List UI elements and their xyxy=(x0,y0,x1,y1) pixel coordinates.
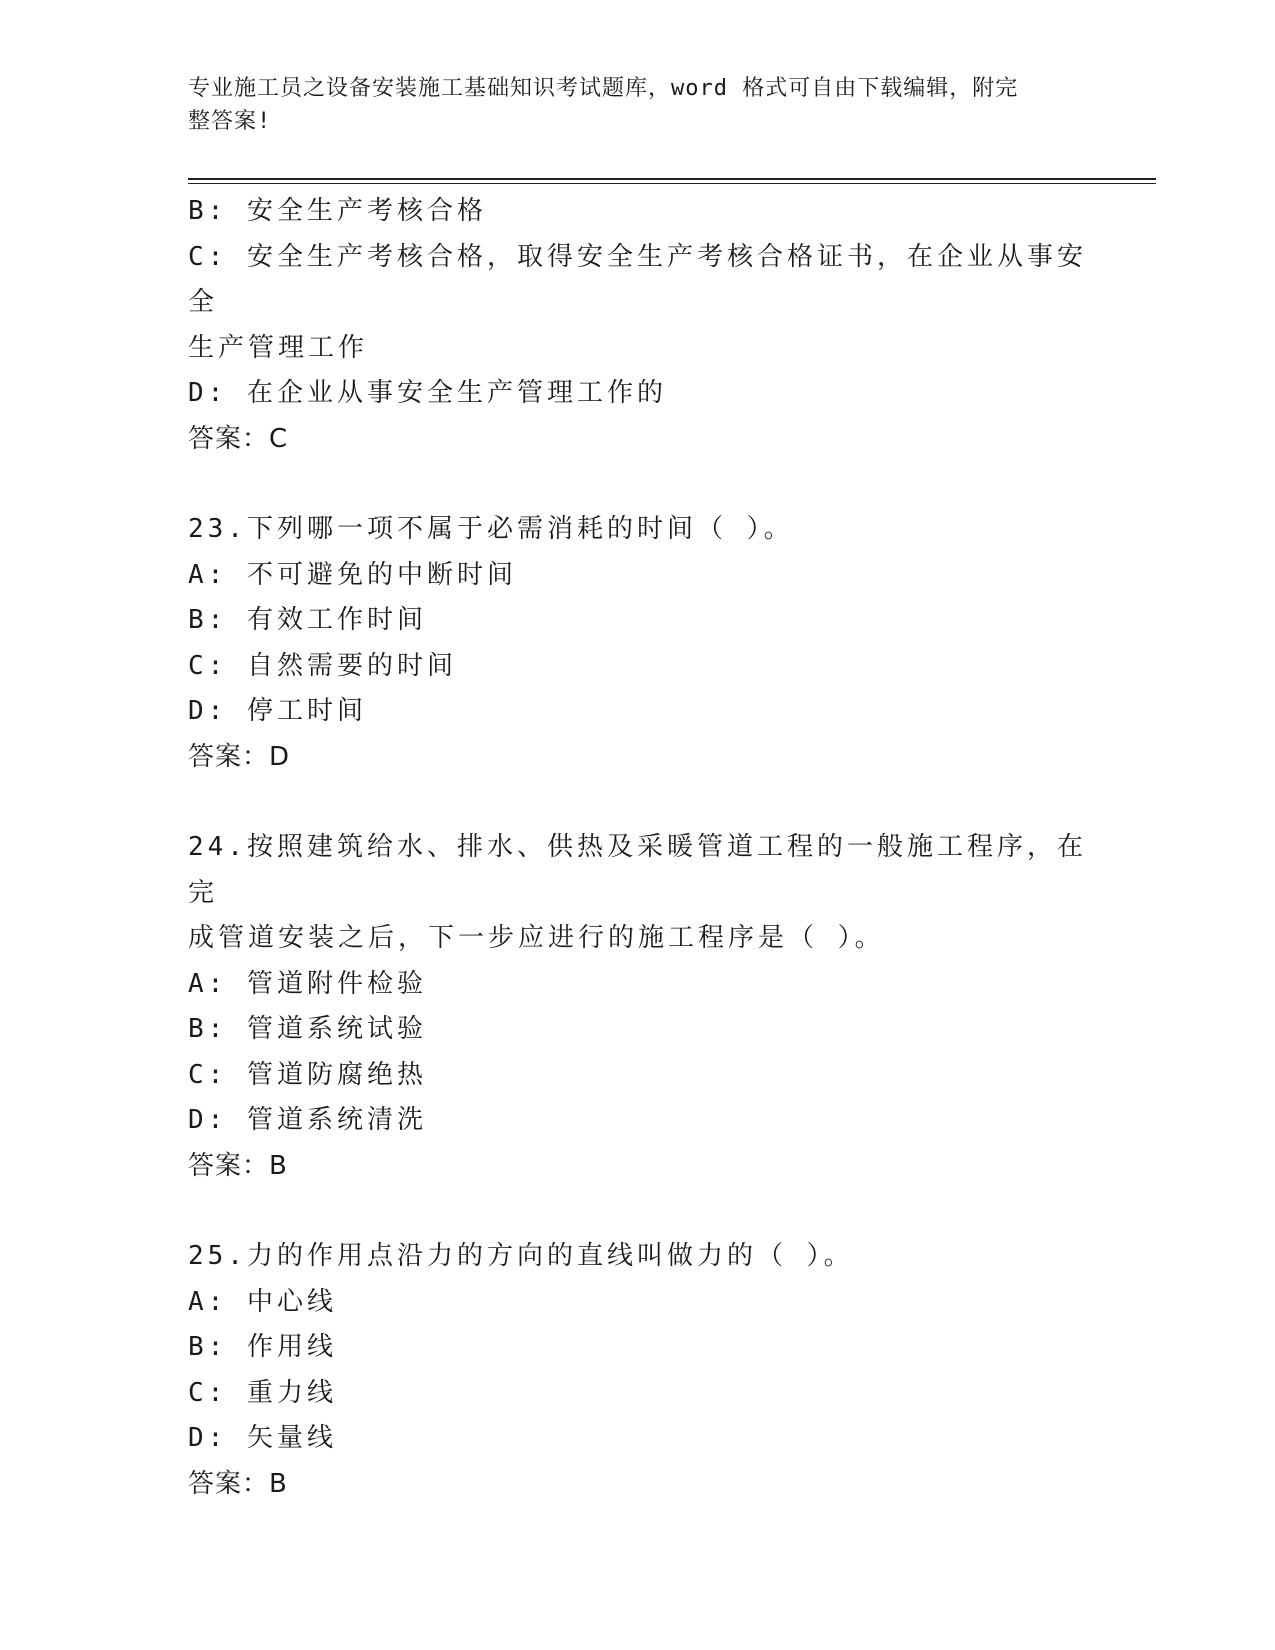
document-header xyxy=(188,72,1068,138)
answer: 答案：C xyxy=(188,423,289,454)
answer: 答案：B xyxy=(188,1468,288,1499)
option-d: D: 矢量线 xyxy=(188,1423,337,1453)
option-a: A: 中心线 xyxy=(188,1286,337,1317)
option-c-line-1: C: 安全生产考核合格，取得安全生产考核合格证书，在企业从事安全 xyxy=(188,241,1087,317)
question-25 xyxy=(188,1234,1088,1507)
question-22-tail xyxy=(188,189,1088,462)
option-d: D: 停工时间 xyxy=(188,696,367,726)
option-b: B: 作用线 xyxy=(188,1332,337,1362)
option-c: C: 重力线 xyxy=(188,1377,337,1408)
question-stem-line-1: 24.按照建筑给水、排水、供热及采暖管道工程的一般施工程序，在完 xyxy=(188,832,1087,908)
question-23 xyxy=(188,507,1088,780)
question-list xyxy=(188,189,1088,1507)
header-divider-thin xyxy=(188,183,1156,184)
question-stem: 25.力的作用点沿力的方向的直线叫做力的（ ）。 xyxy=(188,1241,854,1271)
option-c: C: 自然需要的时间 xyxy=(188,650,457,681)
answer: 答案：D xyxy=(188,741,291,772)
option-c-line-2: 生产管理工作 xyxy=(188,332,369,363)
header-divider-thick xyxy=(188,178,1156,180)
option-a: A: 不可避免的中断时间 xyxy=(188,559,517,590)
option-b: B: 有效工作时间 xyxy=(188,605,427,635)
question-stem: 23.下列哪一项不属于必需消耗的时间（ ）。 xyxy=(188,514,794,544)
header-line-2: 整答案! xyxy=(188,109,272,134)
option-c: C: 管道防腐绝热 xyxy=(188,1059,427,1090)
answer: 答案：B xyxy=(188,1150,288,1181)
option-b: B: 管道系统试验 xyxy=(188,1014,427,1044)
option-b: B: 安全生产考核合格 xyxy=(188,196,487,226)
option-a: A: 管道附件检验 xyxy=(188,968,427,999)
question-24 xyxy=(188,825,1088,1189)
header-line-1: 专业施工员之设备安装施工基础知识考试题库，word 格式可自由下载编辑，附完 xyxy=(188,76,1019,101)
option-d: D: 管道系统清洗 xyxy=(188,1105,427,1135)
option-d: D: 在企业从事安全生产管理工作的 xyxy=(188,378,667,408)
question-stem-line-2: 成管道安装之后，下一步应进行的施工程序是（ ）。 xyxy=(188,923,885,953)
